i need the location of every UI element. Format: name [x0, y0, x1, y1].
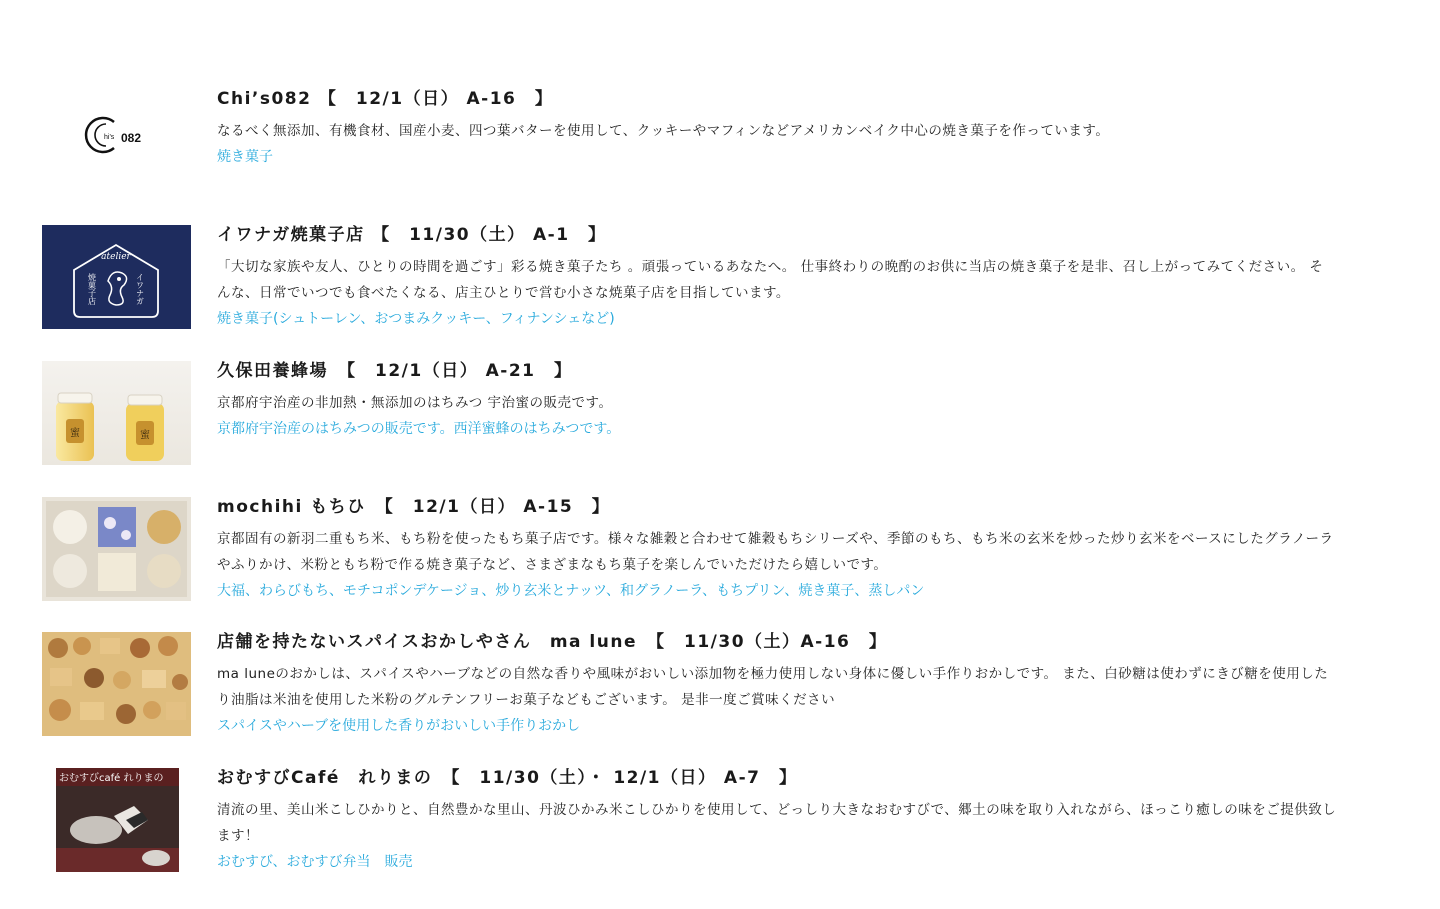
vendor-description: 清流の里、美山米こしひかりと、自然豊かな里山、丹波ひかみ米こしひかりを使用して、どっしり大きなおむすびで、郷土の味を取り入れながら、ほっこり癒しの味をご提供致します！ [217, 802, 1337, 844]
vendor-info [217, 88, 1337, 170]
vendor-description: なるべく無添加、有機食材、国産小麦、四つ葉バターを使用して、クッキーやマフィンなどアメリカンベイク中心の焼き菓子を作っています。 [217, 123, 1110, 139]
vendor-description: ma luneのおかしは、スパイスやハーブなどの自然な香りや風味がおいしい添加物を極力使用しない身体に優しい手作りおかしです。 また、白砂糖は使わずにきび糖を使用したり油脂は米油を使用した米粉のグルテンフリーお菓子などもございます。 是非一度ご賞味ください [217, 666, 1329, 708]
iwanaga-logo-right: イワナガ [135, 273, 145, 305]
chis082-logo [42, 88, 191, 184]
vendor-info [217, 496, 1337, 604]
vendor-name: イワナガ焼菓子店 【 11/30（土） A-1 】 [217, 225, 607, 245]
vendor-tags-link[interactable]: 大福、わらびもち、モチコポンデケージョ、炒り玄米とナッツ、和グラノーラ、もちプリン、焼き菓子、蒸しパン [217, 583, 925, 599]
vendor-tags-link[interactable]: 焼き菓子 [217, 149, 273, 165]
honey-jar-label: 蜜 [70, 428, 80, 439]
vendor-name: おむすびCafé れりまの 【 11/30（土）・ 12/1（日） A-7 】 [217, 768, 798, 788]
vendor-name: Chi’s082 【 12/1（日） A-16 】 [217, 89, 554, 109]
omusubi-photo-caption: おむすびcafé れりまの [59, 773, 164, 784]
vendor-tags-link[interactable]: おむすび、おむすび弁当 販売 [217, 854, 413, 870]
iwanaga-logo-script: atelier [101, 252, 131, 262]
honey-jars-photo [42, 361, 191, 465]
iwanaga-logo [42, 225, 191, 329]
vendor-description: 京都府宇治産の非加熱・無添加のはちみつ 宇治蜜の販売です。 [217, 395, 613, 411]
chis082-logo-text: hi's [104, 134, 115, 141]
vendor-name: 店舗を持たないスパイスおかしやさん ma lune 【 11/30（土）A-16 】 [217, 632, 888, 652]
vendor-tags-link[interactable]: スパイスやハーブを使用した香りがおいしい手作りおかし [217, 718, 581, 734]
vendor-tags-link[interactable]: 京都府宇治産のはちみつの販売です。西洋蜜蜂のはちみつです。 [217, 421, 621, 437]
vendor-name: 久保田養蜂場 【 12/1（日） A-21 】 [217, 361, 573, 381]
chis082-logo-number: 082 [121, 131, 142, 145]
vendor-description: 「大切な家族や友人、ひとりの時間を過ごす」彩る焼き菓子たち 。頑張っているあなたへ。 仕事終わりの晩酌のお供に当店の焼き菓子を是非、召し上がってみてください。 そんな、日常でいつでも食べたくなる、店主ひとりで営む小さな焼菓子店を目指しています。 [217, 259, 1324, 301]
vendor-name: mochihi もちひ 【 12/1（日） A-15 】 [217, 497, 611, 517]
honey-jar-label-2: 蜜 [140, 430, 150, 441]
omusubi-photo [56, 768, 179, 872]
mochi-box-photo [42, 497, 191, 601]
vendor-info [217, 631, 1337, 739]
vendor-description: 京都固有の新羽二重もち米、もち粉を使ったもち菓子店です。様々な雑穀と合わせて雑穀もちシリーズや、季節のもち、もち米の玄米を炒った炒り玄米をベースにしたグラノーラやふりかけ、米粉ともち粉で作る焼き菓子など、さまざまなもち菓子を楽しんでいただけたら嬉しいです。 [217, 531, 1334, 573]
cookies-photo [42, 632, 191, 736]
vendor-info [217, 767, 1337, 875]
iwanaga-logo-left: 焼菓子店 [87, 273, 97, 305]
vendor-info [217, 360, 1337, 442]
vendor-tags-link[interactable]: 焼き菓子(シュトーレン、おつまみクッキー、フィナンシェなど) [217, 311, 615, 327]
vendor-info [217, 224, 1337, 332]
